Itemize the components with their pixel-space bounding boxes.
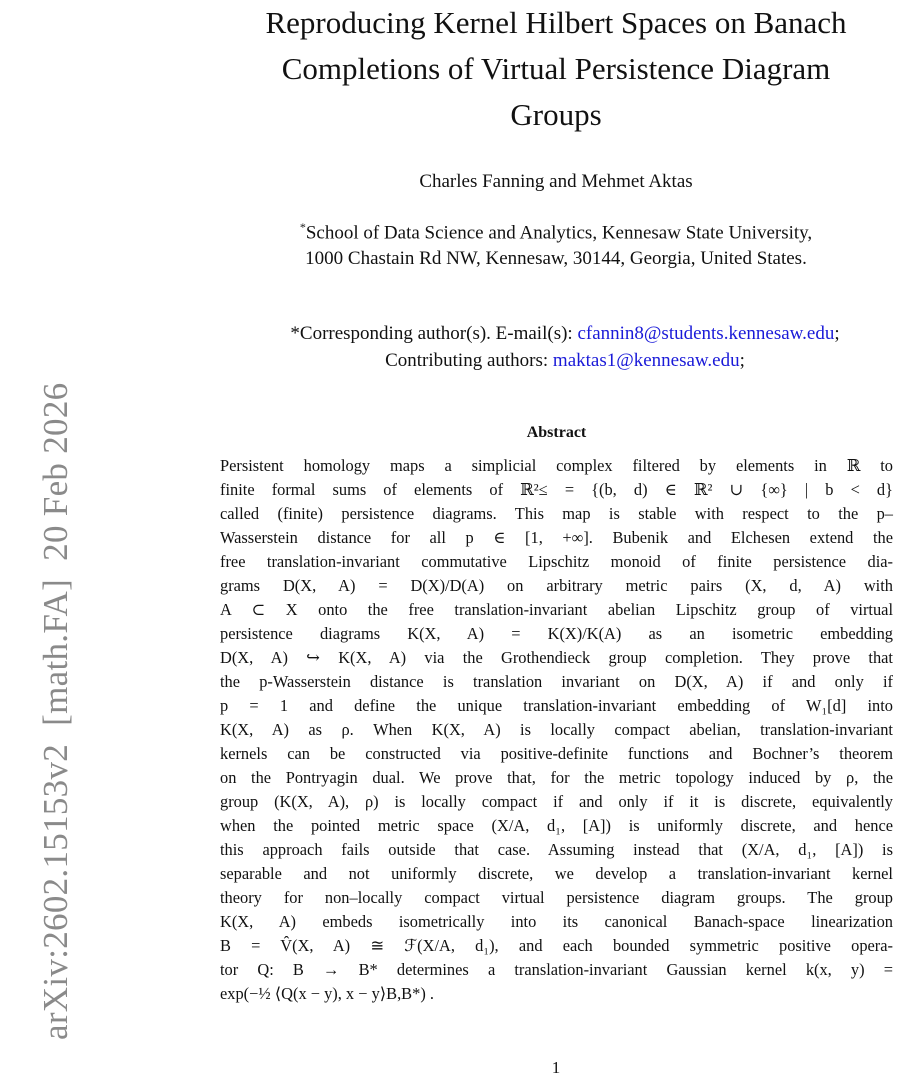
arxiv-identifier: arXiv:2602.15153v2 [math.FA] 20 Feb 2026 [36,382,75,1040]
abstract-line: grams D(X, A) = D(X)/D(A) on arbitrary metric pairs (X, d, A) with [220,576,893,595]
abstract-line: on the Pontryagin dual. We prove that, for the metric topology induced by ρ, the [220,768,893,787]
affiliation [200,214,912,272]
abstract-line: free translation-invariant commutative Lipschitz monoid of finite persistence dia- [220,552,893,571]
abstract-line: K(X, A) embeds isometrically into its canonical Banach-space linearization [220,912,893,931]
abstract-line: this approach fails outside that case. Assuming instead that (X/A, d₁, [A]) is [220,840,893,859]
affiliation-mark: * [299,220,306,234]
abstract-line: K(X, A) as ρ. When K(X, A) is locally compact abelian, translation-invariant [220,720,893,739]
abstract-line: p = 1 and define the unique translation-invariant embedding of W₁[d] into [220,696,893,715]
abstract-line: the p-Wasserstein distance is translation invariant on D(X, A) if and only if [220,672,893,691]
abstract-line: when the pointed metric space (X/A, d₁, [A]) is uniformly discrete, and hence [220,816,893,835]
paper-title [200,0,912,138]
abstract-line: A ⊂ X onto the free translation-invariant abelian Lipschitz group of virtual [220,600,893,619]
abstract-line: separable and not uniformly discrete, we develop a translation-invariant kernel [220,864,893,883]
abstract-line: Wasserstein distance for all p ∈ [1, +∞]. Bubenik and Elchesen extend the [220,528,893,547]
affiliation-line: 1000 Chastain Rd NW, Kennesaw, 30144, Georgia, United States. [305,248,807,270]
abstract-line: exp(−½ ⟨Q(x − y), x − y⟩B,B*) . [220,984,434,1003]
title-line: Reproducing Kernel Hilbert Spaces on Banach [265,5,847,40]
page-number: 1 [551,1058,561,1077]
punctuation: ; [834,323,840,344]
abstract-line: called (finite) persistence diagrams. This map is stable with respect to the p– [220,504,893,523]
abstract-line: persistence diagrams K(X, A) = K(X)/K(A) as an isometric embedding [220,624,893,643]
authors: Charles Fanning and Mehmet Aktas [419,171,693,192]
abstract-line: finite formal sums of elements of ℝ²≤ = {(b, d) ∈ ℝ² ∪ {∞} | b < d} [220,480,893,499]
abstract-line: tor Q: B → B* determines a translation-invariant Gaussian kernel k(x, y) = [220,960,893,979]
abstract-heading: Abstract [526,424,587,441]
contributing-email-link[interactable]: maktas1@kennesaw.edu [552,350,740,371]
affiliation-line: School of Data Science and Analytics, Kennesaw State University, [305,222,813,244]
title-line: Groups [510,97,602,132]
abstract-line: Persistent homology maps a simplicial complex filtered by elements in ℝ to [220,456,893,475]
corresponding-email-link[interactable]: cfannin8@students.kennesaw.edu [577,323,835,344]
abstract-line: kernels can be constructed via positive-definite functions and Bochner’s theorem [220,744,893,763]
abstract-line: B = V̂(X, A) ≅ ℱ(X/A, d₁), and each bounded symmetric positive opera- [220,936,893,955]
abstract-line: D(X, A) ↪ K(X, A) via the Grothendieck group completion. They prove that [220,648,893,667]
title-line: Completions of Virtual Persistence Diagram [281,51,831,86]
correspondence [200,320,912,374]
contributing-label: Contributing authors: [385,350,553,371]
punctuation: ; [739,350,745,371]
abstract-body [220,454,893,1006]
abstract-line: group (K(X, A), ρ) is locally compact if and only if it is discrete, equivalently [220,792,893,811]
abstract-line: theory for non–locally compact virtual persistence diagram groups. The group [220,888,893,907]
corresponding-label: *Corresponding author(s). E-mail(s): [290,323,578,344]
